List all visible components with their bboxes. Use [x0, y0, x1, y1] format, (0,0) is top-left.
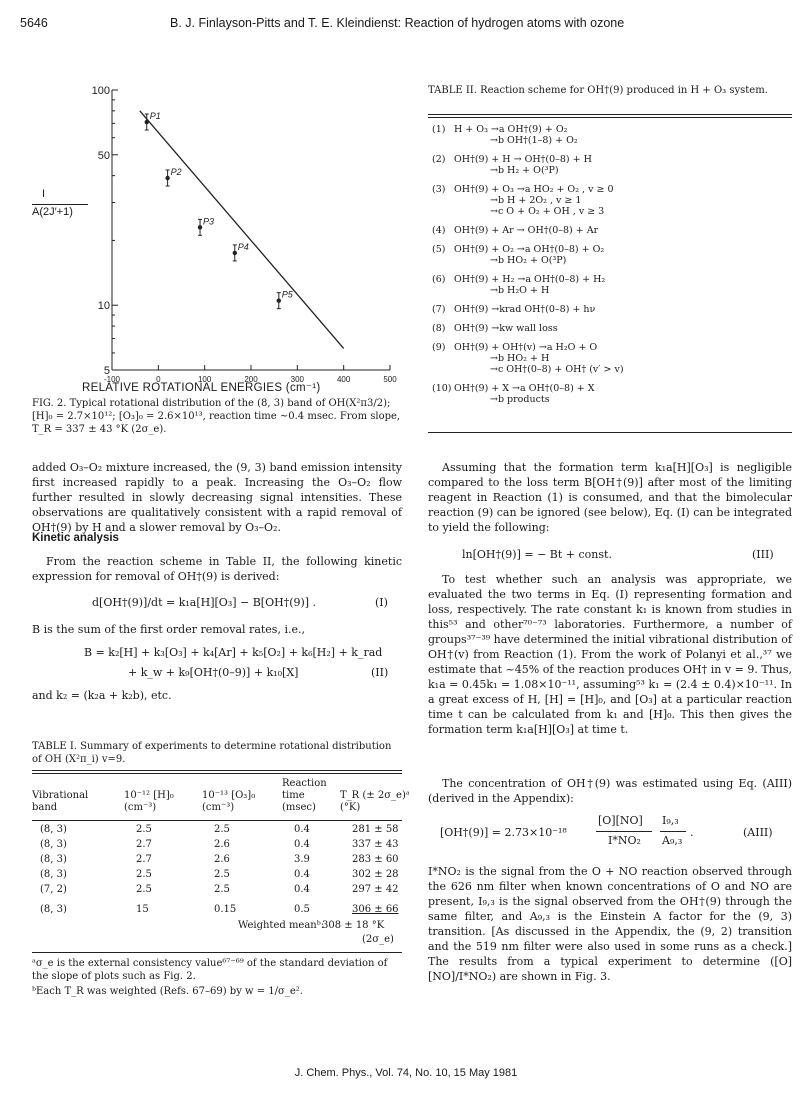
- table1-header-cell: (msec): [282, 802, 316, 813]
- table2-top-rule-2: [428, 117, 792, 118]
- point-label: P5: [281, 289, 293, 300]
- reaction-line: OH†(9) + Ar → OH†(0–8) + Ar: [454, 225, 599, 236]
- section-heading: Kinetic analysis: [32, 532, 119, 544]
- data-point: [165, 176, 169, 180]
- table1-cell: 0.5: [294, 904, 310, 915]
- right-para-1: Assuming that the formation term k₁a[H][O₃] is negligible compared to the loss term B[OH†(9)] after most of the limiting reagent in Reaction (1) is consumed, and that the bimolecular reaction (9) can be ignored (see below), Eq. (I) can be integrated to yield the following:: [428, 461, 792, 534]
- data-point: [233, 251, 237, 255]
- x-tick-label: 400: [336, 375, 351, 384]
- y-tick-label: 50: [97, 149, 110, 162]
- point-label: P2: [170, 167, 182, 178]
- table1-cell: 297 ± 42: [352, 884, 399, 895]
- table1-cell: 0.15: [214, 904, 237, 915]
- table1-header-cell: (cm⁻³): [202, 802, 235, 813]
- left-para-3: B is the sum of the first order removal rates, i.e.,: [32, 623, 305, 636]
- table1-cell: 2.5: [136, 869, 152, 880]
- y-tick-label: 5: [103, 365, 110, 377]
- reaction-line: →b H₂O + H: [490, 285, 550, 296]
- table2-title: TABLE II. Reaction scheme for OH†(9) produced in H + O₃ system.: [428, 85, 768, 96]
- x-tick-label: 0: [156, 375, 161, 384]
- equation-4-period: .: [690, 826, 694, 839]
- reaction-line: →b H₂ + O(³P): [490, 165, 559, 176]
- table1-cell: (8, 3): [40, 869, 67, 880]
- reaction-line: OH†(9) + H₂ →a OH†(0–8) + H₂: [454, 274, 606, 285]
- reaction-line: →b HO₂ + O(³P): [490, 255, 567, 266]
- x-tick-label: 100: [197, 375, 212, 384]
- table1-header-cell: time: [282, 790, 305, 801]
- equation-4-frac2-bar: [660, 831, 686, 832]
- reaction-line: OH†(9) →kw wall loss: [454, 323, 558, 334]
- equation-4-number: (AIII): [743, 826, 773, 839]
- reaction-line: →b OH†(1–8) + O₂: [490, 135, 578, 146]
- table1-cell: 337 ± 43: [352, 839, 399, 850]
- weighted-mean-sigma: (2σ_e): [362, 934, 394, 945]
- data-point: [198, 225, 202, 229]
- table1-cell: 2.5: [214, 869, 230, 880]
- kinetic-heading: [32, 532, 119, 544]
- table1-header-cell: 10⁻¹³ [O₃]₀: [202, 790, 256, 801]
- table1-cell: 2.7: [136, 839, 152, 850]
- table1-cell: 0.4: [294, 824, 310, 835]
- table1-cell: 15: [136, 904, 149, 915]
- table1-cell: 2.5: [214, 824, 230, 835]
- table1-cell: 306 ± 66: [352, 904, 399, 915]
- fig2-caption: FIG. 2. Typical rotational distribution of the (8, 3) band of OH(X²π3/2); [H]₀ = 2.7×10¹²; [O₃]₀ = 2.6×10¹³, reaction time ~0.4 msec. From slope, T_R = 337 ± 43 °K (2σ_e).: [32, 398, 401, 435]
- reaction-line: OH†(9) + X →a OH†(0–8) + X: [454, 383, 595, 394]
- table1-cell: (8, 3): [40, 904, 67, 915]
- table1-cell: 3.9: [294, 854, 310, 865]
- equation-2-line2: + k_w + k₉[OH†(0–9)] + k₁₀[X]: [128, 666, 299, 679]
- x-axis-label: RELATIVE ROTATIONAL ENERGIES (cm⁻¹): [82, 382, 321, 394]
- left-para-1: added O₃–O₂ mixture increased, the (9, 3) band emission intensity first increased rapidly to a peak. Increasing the O₃–O₂ flow further resulted in slowly decreasing signal intensities. These observations are qualitatively consistent with a rapid removal of OH†(9) by H and a slower removal by O₃–O₂.: [32, 461, 402, 534]
- table1-top-rule: [32, 770, 402, 771]
- table1-cell: (8, 3): [40, 824, 67, 835]
- table1-cell: 281 ± 58: [352, 824, 399, 835]
- equation-3: ln[OH†(9)] = − Bt + const.: [462, 548, 612, 561]
- point-label: P1: [149, 111, 161, 122]
- data-point: [145, 120, 149, 124]
- reaction-line: →c OH†(0–8) + OH† (v′ > v): [490, 364, 624, 375]
- equation-4-frac-bar: [596, 831, 652, 832]
- data-point: [277, 298, 281, 302]
- table1-footnote-b: ᵇEach T_R was weighted (Refs. 67–69) by w = 1/σ_e².: [32, 986, 303, 997]
- equation-4-frac2-top: I₉,₃: [662, 814, 679, 827]
- table2-bottom-rule: [428, 432, 792, 433]
- table1-cell: 2.6: [214, 854, 230, 865]
- table1-body: [32, 824, 402, 944]
- weighted-mean-label: Weighted meanᵇ:: [238, 920, 325, 931]
- reaction-number: (8): [432, 323, 446, 334]
- reaction-line: OH†(9) + H → OH†(0–8) + H: [454, 154, 592, 165]
- reaction-number: (9): [432, 342, 446, 353]
- reaction-number: (7): [432, 304, 446, 315]
- x-tick-label: 300: [290, 375, 305, 384]
- point-label: P3: [203, 216, 215, 227]
- table1-header-cell: T_R (± 2σ_e)ᵃ: [340, 790, 410, 801]
- table1-footnote-a: ᵃσ_e is the external consistency value⁶⁷⁻⁶⁹ of the standard deviation of the slope of plots such as Fig. 2.: [32, 958, 388, 982]
- equation-2-number: (II): [371, 666, 389, 679]
- equation-3-number: (III): [752, 548, 774, 561]
- page-number: 5646: [20, 16, 48, 30]
- point-label: P4: [237, 241, 249, 252]
- reaction-number: (3): [432, 184, 446, 195]
- table2-top-rule: [428, 114, 792, 115]
- fig2-chart: [20, 80, 410, 400]
- equation-4-frac-den: I*NO₂: [608, 834, 641, 847]
- table1-header-cell: (°K): [340, 802, 361, 813]
- table1-cell: 2.6: [214, 839, 230, 850]
- left-para-4: and k₂ = (k₂a + k₂b), etc.: [32, 689, 172, 702]
- reaction-number: (6): [432, 274, 446, 285]
- equation-4-frac-top: [O][NO]: [598, 814, 643, 827]
- y-label-line: [32, 204, 88, 205]
- table1-cell: (8, 3): [40, 839, 67, 850]
- weighted-mean-value: 308 ± 18 °K: [322, 920, 385, 931]
- reaction-line: →c O + O₂ + OH , v ≥ 3: [490, 206, 605, 217]
- reaction-line: OH†(9) + OH†(v) →a H₂O + O: [454, 342, 598, 353]
- reaction-number: (4): [432, 225, 446, 236]
- right-para-2: To test whether such an analysis was appropriate, we evaluated the two terms in Eq. (I) representing formation and loss, respectively. The rate constant k₁ is known from studies in this⁵³ and other⁷⁰⁻⁷³ laboratories. Furthermore, a number of groups³⁷⁻³⁹ have determined the initial vibrational distribution of OH†(v) from Reaction (1). From the work of Polanyi et al.,³⁷ we estimate that ~45% of the reaction produces OH† in v = 9. Thus, k₁a = 0.45k₁ = 1.08×10⁻¹¹, assuming⁵³ k₁ = (2.4 ± 0.4)×10⁻¹¹. In a great excess of H, [H] = [H]₀, and [O₃] at a particular reaction time t can be calculated from k₁ and [H]₀. This then gives the formation term k₁a[H][O₃] at time t.: [428, 573, 792, 736]
- reaction-line: →b HO₂ + H: [490, 353, 550, 364]
- equation-1: d[OH†(9)]/dt = k₁a[H][O₃] − B[OH†(9)] .: [92, 596, 317, 609]
- reaction-line: OH†(9) + O₃ →a HO₂ + O₂ , v ≥ 0: [454, 184, 614, 195]
- x-tick-label: -100: [103, 375, 121, 384]
- reaction-line: →b products: [490, 394, 550, 405]
- table1-header-cell: band: [32, 802, 58, 813]
- table1-header-rule: [32, 820, 402, 821]
- equation-4-frac2-den: A₉,₃: [662, 834, 683, 847]
- figure-2: [20, 80, 410, 400]
- y-label-bottom: A(2J′+1): [32, 206, 73, 218]
- table1-title: TABLE I. Summary of experiments to determine rotational distribution of OH (X²π_i) v=9.: [32, 741, 392, 765]
- x-tick-label: 500: [383, 375, 397, 384]
- reaction-number: (2): [432, 154, 446, 165]
- table1-header-cell: Vibrational: [32, 790, 89, 801]
- table1-cell: 2.5: [136, 824, 152, 835]
- reaction-line: →b H + 2O₂ , v ≥ 1: [490, 195, 582, 206]
- table1-cell: (8, 3): [40, 854, 67, 865]
- table1-cell: 2.7: [136, 854, 152, 865]
- table1-cell: 2.5: [136, 884, 152, 895]
- table1-header-cell: 10⁻¹² [H]₀: [124, 790, 174, 801]
- fit-line: [140, 111, 344, 349]
- reaction-line: OH†(9) + O₂ →a OH†(0–8) + O₂: [454, 244, 605, 255]
- equation-2-line1: B = k₂[H] + k₃[O₃] + k₄[Ar] + k₅[O₂] + k₆[H₂] + k_rad: [84, 646, 383, 659]
- right-para-4: I*NO₂ is the signal from the O + NO reaction observed through the 626 nm filter when known concentrations of O and NO are present, I₉,₃ is the signal observed from the OH†(9) through the same filter, and A₉,₃ is the Einstein A factor for the (9, 3) transition. [As discussed in the Appendix, the (9, 2) transition and the 519 nm filter were also used in some runs as a check.] The results from a typical experiment to determine ([O][NO]/I*NO₂) are shown in Fig. 3.: [428, 865, 792, 983]
- reaction-number: (5): [432, 244, 446, 255]
- table1-cell: 302 ± 28: [352, 869, 399, 880]
- reaction-number: (1): [432, 124, 446, 135]
- running-title: B. J. Finlayson-Pitts and T. E. Kleindienst: Reaction of hydrogen atoms with ozone: [170, 16, 625, 30]
- reaction-line: OH†(9) →krad OH†(0–8) + hν: [454, 304, 596, 315]
- table1-cell: (7, 2): [40, 884, 67, 895]
- table1-header-cell: Reaction: [282, 778, 327, 789]
- equation-1-number: (I): [375, 596, 388, 609]
- table1-cell: 0.4: [294, 839, 310, 850]
- x-tick-label: 200: [244, 375, 258, 384]
- reaction-number: (10): [432, 383, 452, 394]
- left-para-2: From the reaction scheme in Table II, the following kinetic expression for removal of OH†(9) is derived:: [32, 555, 402, 583]
- reaction-line: H + O₃ →a OH†(9) + O₂: [454, 124, 568, 135]
- table1-cell: 0.4: [294, 869, 310, 880]
- right-para-3: The concentration of OH†(9) was estimated using Eq. (AIII) (derived in the Appendix):: [428, 777, 792, 805]
- journal-footer: J. Chem. Phys., Vol. 74, No. 10, 15 May 1981: [294, 1067, 518, 1079]
- equation-4: [440, 814, 792, 858]
- table1-cell: 283 ± 60: [352, 854, 399, 865]
- y-tick-label: 100: [91, 85, 110, 97]
- y-label-top: I: [42, 188, 46, 200]
- y-tick-label: 10: [97, 300, 110, 313]
- table1-header-cell: (cm⁻³): [124, 802, 157, 813]
- table1-cell: 2.5: [214, 884, 230, 895]
- table2-body: [432, 124, 792, 464]
- equation-4-lhs: [OH†(9)] = 2.73×10⁻¹⁸: [440, 826, 567, 839]
- table1-bottom-rule: [32, 952, 402, 953]
- table1-cell: 0.4: [294, 884, 310, 895]
- table1-top-rule-2: [32, 773, 402, 774]
